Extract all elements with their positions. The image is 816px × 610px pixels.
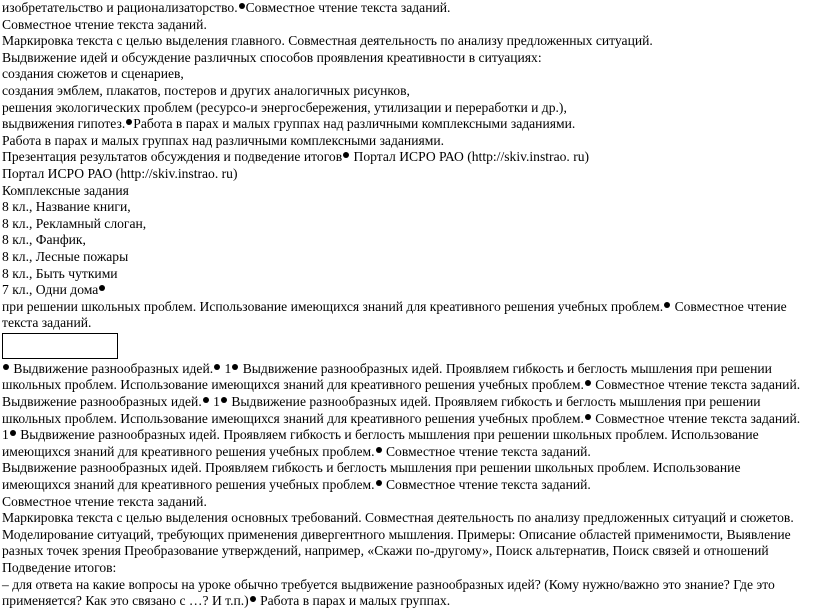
text-line (2, 116, 812, 133)
bullet-icon (3, 364, 9, 370)
text-span: при решении школьных проблем. Использование имеющихся знаний для креативного решения учебных проблем. (2, 298, 664, 314)
text-line: Маркировка текста с целью выделения главного. Совместная деятельность по анализу предложенных ситуаций. (2, 33, 653, 49)
text-span: Совместное чтение текста заданий. (382, 443, 591, 459)
text-paragraph (2, 394, 812, 427)
text-span: 1 (209, 394, 220, 410)
bullet-icon (126, 119, 132, 125)
text-paragraph (2, 299, 812, 332)
bullet-icon (99, 285, 105, 291)
text-line: Работа в парах и малых группах над различными комплексными заданиями. (2, 132, 444, 148)
text-span: Совместное чтение текста заданий. (591, 410, 801, 426)
bullet-icon (585, 380, 591, 386)
text-span: Выдвижение разнообразных идей. Проявляем гибкость и беглость мышления при решении школьных проблем. Использование имеющихся знаний для креативного решения учебных проблем. (2, 360, 772, 393)
text-paragraph: Моделирование ситуаций, требующих применения дивергентного мышления. Примеры: Описание областей применимости, Выявление разных точек зрения Преобразование утверждений, например, «Скажи по-другому», Поиск альтернатив, Поиск связей и отношений (2, 526, 791, 559)
text-span: Работа в парах и малых группах. (256, 593, 451, 609)
text-paragraph (2, 460, 812, 493)
bullet-icon (10, 430, 16, 436)
bullet-icon (250, 596, 256, 602)
text-span: Портал ИСРО РАО (http://skiv.instrao. ru) (350, 149, 590, 165)
text-line: 8 кл., Лесные пожары (2, 248, 129, 264)
text-span: Выдвижение разнообразных идей. Проявляем гибкость и беглость мышления при решении школьных проблем. Использование имеющихся знаний для креативного решения учебных проблем. (2, 427, 759, 459)
text-paragraph (2, 361, 812, 394)
bullet-icon (221, 397, 227, 403)
text-line: создания сюжетов и сценариев, (2, 66, 184, 82)
bullet-icon (343, 152, 349, 158)
text-paragraph (2, 427, 812, 460)
bullet-icon (376, 447, 382, 453)
text-line: 8 кл., Рекламный слоган, (2, 215, 147, 231)
text-line: Комплексные задания (2, 182, 129, 198)
text-span: Совместное чтение текста заданий. (591, 377, 801, 393)
text-line (2, 149, 812, 166)
text-paragraph (2, 577, 812, 610)
bullet-icon (214, 364, 220, 370)
text-span: Презентация результатов обсуждения и подведение итогов (2, 149, 343, 165)
text-span: Выдвижение разнообразных идей. (2, 394, 202, 410)
text-line: 8 кл., Быть чуткими (2, 265, 118, 281)
text-span: изобретательство и рационализаторство. (2, 0, 238, 15)
text-line: создания эмблем, плакатов, постеров и других аналогичных рисунков, (2, 82, 410, 98)
text-span: 7 кл., Одни дома (2, 282, 99, 298)
bullet-icon (585, 414, 591, 420)
text-span: Совместное чтение текста заданий. (2, 298, 787, 331)
text-line (2, 282, 812, 299)
bullet-icon (232, 364, 238, 370)
text-span: выдвижения гипотез. (2, 116, 126, 132)
text-span: Работа в парах и малых группах над различными комплексными заданиями. (133, 116, 576, 132)
text-line: Совместное чтение текста заданий. (2, 493, 207, 509)
text-span: Совместное чтение текста заданий. (382, 477, 591, 493)
text-line: Совместное чтение текста заданий. (2, 16, 207, 32)
text-line: Портал ИСРО РАО (http://skiv.instrao. ru) (2, 165, 238, 181)
text-paragraph: Маркировка текста с целью выделения основных требований. Совместная деятельность по анализу предложенных ситуаций и сюжетов. (2, 510, 794, 526)
text-line: 8 кл., Фанфик, (2, 232, 86, 248)
text-line: Выдвижение идей и обсуждение различных способов проявления креативности в ситуациях: (2, 49, 542, 65)
bullet-icon (203, 397, 209, 403)
text-span: Выдвижение разнообразных идей. Проявляем гибкость и беглость мышления при решении школьных проблем. Использование имеющихся знаний для креативного решения учебных проблем. (2, 394, 761, 426)
text-span: 1 (221, 360, 232, 376)
bullet-icon (664, 302, 670, 308)
text-span: Выдвижение разнообразных идей. Проявляем гибкость и беглость мышления при решении школьных проблем. Использование имеющихся знаний для креативного решения учебных проблем. (2, 460, 741, 493)
empty-table-cell (2, 333, 118, 359)
text-line (2, 0, 812, 17)
text-span: – для ответа на какие вопросы на уроке обычно требуется выдвижение разнообразных идей? (Кому нужно/важно это знание? Где это применяется? Как это связано с …? И т.п.) (2, 576, 775, 609)
text-line: 8 кл., Название книги, (2, 199, 131, 215)
text-span: Совместное чтение текста заданий. (245, 0, 451, 15)
text-span: Выдвижение разнообразных идей. (10, 360, 214, 376)
text-line: решения экологических проблем (ресурсо-и энергосбережения, утилизации и переработки и др.), (2, 99, 567, 115)
text-span: 1 (2, 427, 9, 443)
text-line: Подведение итогов: (2, 560, 117, 575)
bullet-icon (376, 480, 382, 486)
bullet-icon (239, 3, 245, 9)
